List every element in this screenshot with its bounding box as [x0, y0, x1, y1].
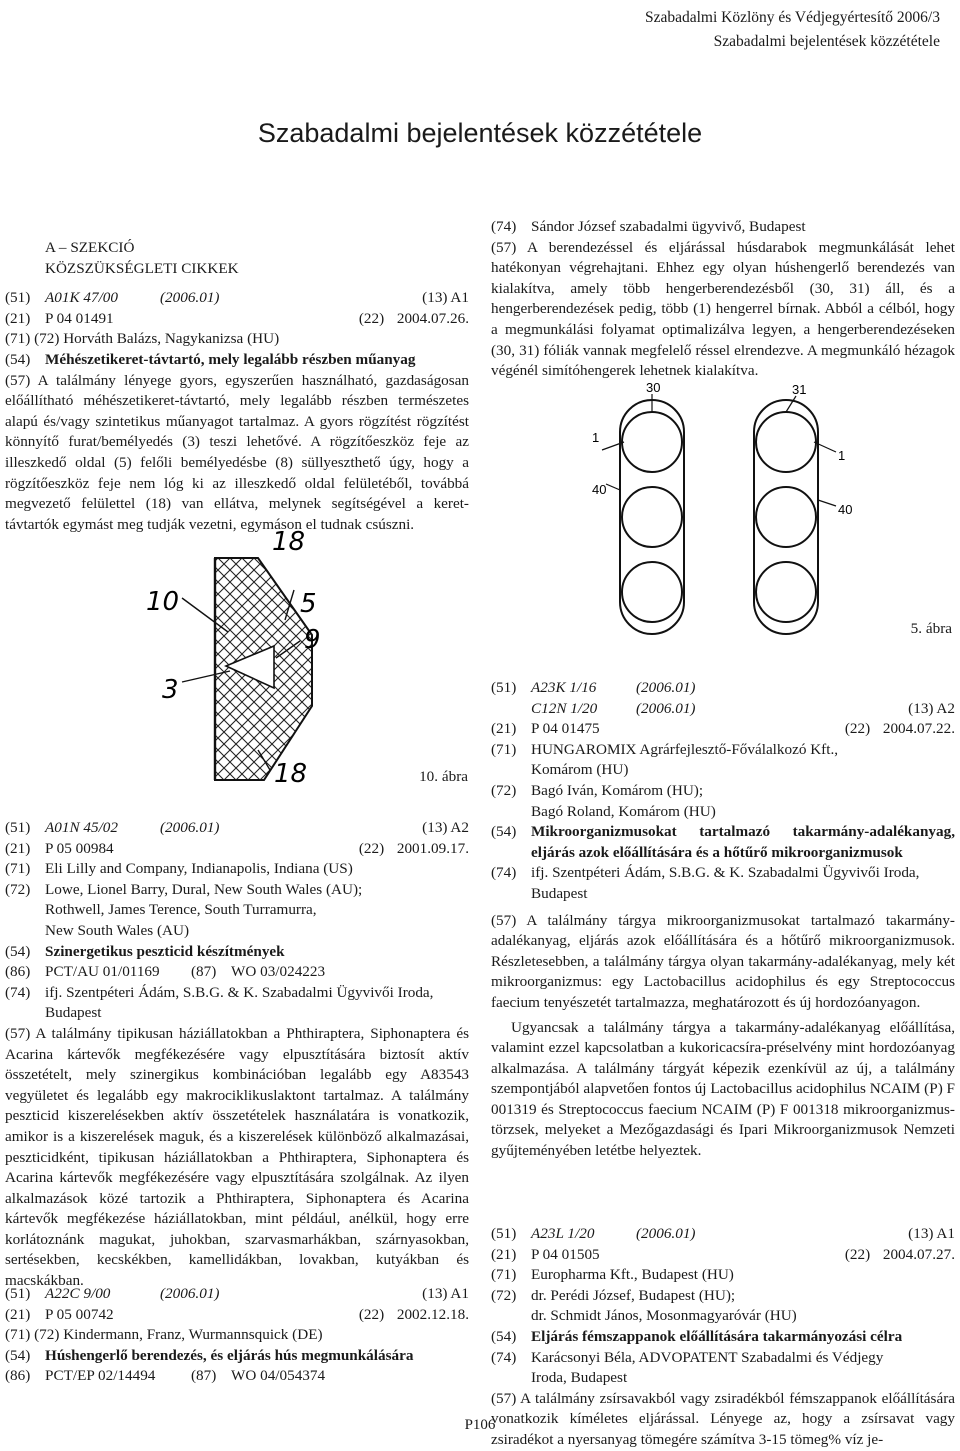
label-5: 5 — [300, 589, 317, 619]
attorney-line-2: Budapest — [531, 884, 588, 902]
abstract: (57) A találmány tipikusan háziállatokban a Phthiraptera, Siphonaptera és Acarina kártevők megfékezésére vagy elpusztítására biztosít aktív összetételt, mely szinergikus kombinációban legalább egy A83543 vegyületet és legalább egy makrociklikuslaktont tartalmaz. A találmány peszticid kiszerelésekben aktív összetételek használatára is vonatkozik, amikor is a kiszerelések maguk, és a kiszerelések különböző alkalmazásai, peszticidként, tipikusan háziállatokban a Phthiraptera, Siphonaptera és Acarina kártevők megfékezésére vagy elpusztítására szolgálnak. Az ilyen alkalmazások közé tartozik a Phthiraptera, Siphonaptera és Acarina kártevők megfékezése háziállatokban, mint például, anélkül, hogy erre korlátoznánk magukat, juhokban, szarvasmarhákban, szárnyasokban, sertésekben, kecskékben, kamellidákban, lovakban, kutyákban és macskákban. — [5, 1024, 469, 1290]
code-72: (72) — [491, 1286, 517, 1304]
applicant: Europharma Kft., Budapest (HU) — [531, 1266, 734, 1284]
label-30: 30 — [646, 380, 661, 395]
label-40-left: 40 — [592, 482, 607, 497]
code-22: (22) — [358, 839, 385, 857]
code-54: (54) — [491, 823, 517, 841]
entry-a23k — [491, 678, 955, 1162]
abstract: (57) A találmány zsírsavakból vagy zsiradékból fémszappanok előállítására vonatkozik kíméletes eljárással. Lényege az, hogy a zsírsavat vagy zsiradékot a nyersanyag tömegére számítva 3-15 tömeg% víz je- — [491, 1389, 955, 1448]
journal-title: Szabadalmi Közlöny és Védjegyértesítő 2006/3 — [644, 9, 940, 26]
label-18-top: 18 — [272, 528, 306, 557]
code-72: (72) — [5, 880, 31, 898]
label-18-bottom: 18 — [274, 759, 308, 789]
code-21: (21) — [5, 309, 31, 327]
ipc-class: A22C 9/00 — [45, 1285, 111, 1302]
ipc-class-1: A23K 1/16 — [531, 679, 597, 696]
code-74: (74) — [491, 864, 517, 882]
inventor-line-1: Bagó Iván, Komárom (HU); — [531, 781, 704, 799]
invention-title: Szinergetikus peszticid készítmények — [45, 942, 285, 960]
code-51: (51) — [5, 1285, 31, 1302]
code-51: (51) — [5, 819, 31, 836]
attorney-line-2: Budapest — [45, 1004, 102, 1022]
label-31: 31 — [792, 382, 807, 397]
attorney-line-1: ifj. Szentpéteri Ádám, S.B.G. & K. Szabadalmi Ügyvivői Iroda, — [45, 983, 434, 1001]
code-21: (21) — [5, 839, 31, 857]
ipc-class: A01N 45/02 — [45, 819, 118, 836]
code-54: (54) — [5, 1346, 31, 1364]
code-74: (74) — [491, 1348, 517, 1366]
code-51: (51) — [491, 679, 517, 696]
inventor-line-3: New South Wales (AU) — [45, 921, 190, 939]
code-22: (22) — [844, 720, 871, 738]
entry-a01n — [5, 818, 469, 1292]
applicant-inventor: (71) (72) Kindermann, Franz, Wurmannsquick (DE) — [5, 1326, 323, 1344]
code-86: (86) — [5, 963, 31, 981]
page-number: P106 — [464, 1417, 496, 1433]
code-87: (87) — [191, 963, 217, 981]
abstract: (57) A berendezéssel és eljárással húsdarabok megmunkálását lehet hatékonyan végrehajtani. Ehhez egy olyan húshengerlő berendezés van kialakítva, amely több hengerberendezésből (30, 31) áll, és a hengerberendezések pedig, több (1) hengerrel bírnak. Abból a célból, hogy a megmunkálási folyamat optimalizálva legyen, a hengerberendezéseken (30, 31) fóliák vannak megfelelő réssel elrendezve. A megmunkáló hézagok végénél simítóhengerek lehetnek kialakítva. — [491, 238, 955, 380]
code-54: (54) — [491, 1327, 517, 1345]
page-title: Szabadalmi bejelentések közzététele — [257, 118, 703, 148]
kind-code: (13) A2 — [422, 819, 469, 836]
code-51: (51) — [491, 1225, 517, 1242]
invention-title: Mikroorganizmusokat tartalmazó takarmány-adalékanyag, eljárás azok előállítására és a hőtűrő mikroorganizmusok — [531, 823, 955, 861]
applicant-line-2: Komárom (HU) — [531, 761, 629, 779]
figure-5-drawing — [580, 378, 880, 640]
code-72: (72) — [491, 781, 517, 799]
filing-date: 2001.09.17. — [396, 839, 469, 857]
kind-code: (13) A1 — [908, 1225, 955, 1242]
inventor-line-2: Bagó Roland, Komárom (HU) — [531, 802, 716, 820]
pct-application: PCT/EP 02/14494 — [45, 1367, 156, 1385]
code-87: (87) — [191, 1367, 217, 1385]
pct-publication: WO 03/024223 — [231, 963, 326, 981]
label-1-right: 1 — [838, 448, 846, 463]
label-10: 10 — [146, 587, 180, 617]
inventor-line-2: Rothwell, James Terence, South Turramurra, — [45, 901, 317, 919]
section-title: Szabadalmi bejelentések közzététele — [713, 33, 940, 50]
entry-a22c-continued — [491, 217, 955, 382]
code-54: (54) — [5, 350, 31, 368]
application-number: P 04 01475 — [531, 720, 600, 738]
code-71: (71) — [491, 740, 517, 758]
kind-code: (13) A1 — [422, 1285, 469, 1302]
label-3: 3 — [162, 675, 179, 705]
section-subheading: KÖZSZÜKSÉGLETI CIKKEK — [45, 259, 239, 277]
abstract-paragraph-2: Ugyancsak a találmány tárgya a takarmány-adalékanyag előállítása, valamint ezzel kapcsolatban a kukoricacsíra-préselvény mint hordozóanyag alkalmazása. A találmány tárgyát képezik ezenkívül az új, a találmány szempontjából alapvetően fontos új Lactobacillus acidophilus NCAIM (P) F 001319 és Streptococcus faecium NCAIM (P) F 001318 mikroorganizmus-törzsek, melyeket a Mezőgazdasági és Ipari Mikroorganizmusok Nemzeti gyűjteményében letétbe helyeztek. — [491, 1018, 955, 1160]
figure-10-caption: 10. ábra — [419, 768, 468, 785]
pct-application: PCT/AU 01/01169 — [45, 963, 160, 981]
invention-title: Méhészetikeret-távtartó, mely legalább részben műanyag — [45, 350, 416, 368]
attorney-line-1: ifj. Szentpéteri Ádám, S.B.G. & K. Szabadalmi Ügyvivői Iroda, — [531, 864, 920, 882]
code-71: (71) — [491, 1266, 517, 1284]
entry-a22c — [5, 1284, 469, 1387]
ipc-class: A23L 1/20 — [531, 1225, 595, 1242]
ipc-date: (2006.01) — [160, 819, 220, 836]
applicant-line-1: HUNGAROMIX Agrárfejlesztő-Főválalkozó Kft., — [531, 740, 839, 758]
attorney-line-1: Karácsonyi Béla, ADVOPATENT Szabadalmi és Védjegy — [531, 1348, 884, 1366]
code-21: (21) — [5, 1305, 31, 1323]
inventor-line-1: Lowe, Lionel Barry, Dural, New South Wales (AU); — [45, 880, 363, 898]
code-71: (71) — [5, 860, 31, 878]
filing-date: 2004.07.26. — [396, 309, 469, 327]
kind-code: (13) A2 — [908, 699, 955, 717]
code-86: (86) — [5, 1367, 31, 1385]
code-21: (21) — [491, 720, 517, 738]
code-74: (74) — [491, 218, 517, 235]
code-74: (74) — [5, 983, 31, 1001]
attorney: Sándor József szabadalmi ügyvivő, Budapest — [531, 218, 806, 235]
code-22: (22) — [358, 309, 385, 327]
code-22: (22) — [844, 1245, 871, 1263]
abstract: (57) A találmány lényege gyors, egyszerűen használható, gazdaságosan előállítható méhészetikeret-távtartó, mely legalább részben természetes alapú és/vagy szintetikus műanyagot tartalmaz. A gyors rögzítést rögzítést könnyítő furat/bemélyedés (3) teszi lehetővé. A rögzítőeszköz feje az illeszkedő oldal (5) felőli bemélyedésbe (8) süllyeszthető úgy, hogy a rögzítőeszköz feje nem lóg ki az illeszkedő oldal felületéből, továbbá megvezető felülettel (18) van ellátva, melynek segítségével a keret-távtartók egymást meg tudják vezetni, egymáson el tudnak csúszni. — [5, 371, 469, 533]
invention-title: Húshengerlő berendezés, és eljárás hús megmunkálására — [45, 1346, 414, 1364]
attorney-line-2: Iroda, Budapest — [531, 1369, 628, 1387]
ipc-date-1: (2006.01) — [636, 679, 696, 696]
application-number: P 04 01491 — [45, 309, 114, 327]
applicant: Eli Lilly and Company, Indianapolis, Indiana (US) — [45, 860, 353, 878]
running-header — [645, 6, 940, 54]
ipc-date: (2006.01) — [160, 289, 220, 307]
abstract-paragraph-1: (57) A találmány tárgya mikroorganizmusokat tartalmazó takarmány-adalékanyag, eljárás azok előállítására és a hőtűrő mikroorganizmusok. Részletesebben, a találmány tárgya olyan takarmány-adalékanyag, mely két mikroorganizmus: egy Lactobacillus acidophilus és egy Streptococcus faecium tenyészetét tartalmazza, meghatározott és új hordozóanyagon. — [491, 911, 955, 1011]
code-54: (54) — [5, 942, 31, 960]
ipc-class: A01K 47/00 — [45, 289, 118, 307]
code-51: (51) — [5, 289, 31, 307]
figure-10-drawing — [140, 528, 480, 790]
application-number: P 05 00742 — [45, 1305, 114, 1323]
application-number: P 04 01505 — [531, 1245, 600, 1263]
section-heading: A – SZEKCIÓ — [45, 239, 135, 256]
ipc-class-2: C12N 1/20 — [531, 699, 598, 717]
figure-5-caption: 5. ábra — [910, 620, 952, 637]
inventor-line-1: dr. Perédi József, Budapest (HU); — [531, 1286, 736, 1304]
label-1-left: 1 — [592, 430, 600, 445]
pct-publication: WO 04/054374 — [231, 1367, 326, 1385]
invention-title: Eljárás fémszappanok előállítására takarmányozási célra — [531, 1327, 903, 1345]
inventor-line-2: dr. Schmidt János, Mosonmagyaróvár (HU) — [531, 1307, 797, 1325]
code-22: (22) — [358, 1305, 385, 1323]
filing-date: 2004.07.27. — [882, 1245, 955, 1263]
ipc-date-2: (2006.01) — [636, 699, 696, 717]
applicant-inventor: (71) (72) Horváth Balázs, Nagykanizsa (HU) — [5, 330, 280, 348]
filing-date: 2004.07.22. — [882, 720, 955, 738]
ipc-date: (2006.01) — [160, 1285, 220, 1302]
filing-date: 2002.12.18. — [396, 1305, 469, 1323]
code-21: (21) — [491, 1245, 517, 1263]
entry-a01k — [5, 238, 469, 535]
ipc-date: (2006.01) — [636, 1225, 696, 1242]
label-9: 9 — [304, 625, 321, 655]
label-40-right: 40 — [838, 502, 853, 517]
application-number: P 05 00984 — [45, 839, 114, 857]
kind-code: (13) A1 — [422, 289, 469, 307]
